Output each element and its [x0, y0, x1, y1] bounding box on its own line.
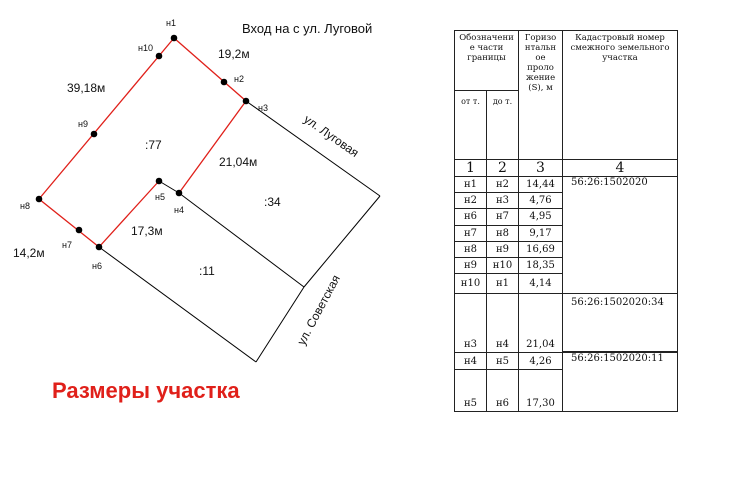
parcel-boundary [39, 38, 246, 247]
cell-length: 9,17 [519, 225, 563, 241]
point-label-n1: н1 [166, 18, 176, 28]
cell-from: н9 [455, 257, 487, 273]
header-from: от т. [455, 91, 487, 160]
col-number-1: 1 [455, 160, 487, 177]
header-cadastral: Кадастровый номер смежного земельного участка [563, 31, 678, 160]
cell-from: н4 [455, 353, 487, 369]
point-label-n4: н4 [174, 205, 184, 215]
point-label-n2: н2 [234, 74, 244, 84]
cell-cadastral: 56:26:1502020 [563, 177, 678, 294]
cell-from: н6 [455, 209, 487, 225]
cell-to: н7 [487, 209, 519, 225]
cell-length: 4,26 [519, 353, 563, 369]
vertex-n6 [96, 244, 103, 251]
table-row [455, 294, 678, 352]
vertex-n7 [76, 227, 83, 234]
point-label-n3: н3 [258, 103, 268, 113]
dimension-left: 39,18м [67, 81, 106, 95]
cell-length: 17,30 [519, 369, 563, 411]
cell-length: 4,14 [519, 273, 563, 293]
cell-cadastral: 56:26:1502020:34 [563, 294, 678, 352]
cell-to: н1 [487, 273, 519, 293]
cell-from: н3 [455, 294, 487, 353]
dimension-inner: 17,3м [131, 224, 163, 238]
cell-to: н6 [487, 369, 519, 411]
vertex-n9 [91, 131, 98, 138]
boundary-n6-south [99, 247, 256, 362]
dimension-top: 19,2м [218, 47, 250, 61]
cell-cadastral: 56:26:1502020:11 [563, 353, 678, 412]
cell-to: н9 [487, 241, 519, 257]
cell-length: 4,95 [519, 209, 563, 225]
vertex-n2 [221, 79, 228, 86]
vertex-n8 [36, 196, 43, 203]
boundary-sovetskaya-south [256, 287, 304, 362]
boundary-table [454, 30, 678, 412]
header-length: Горизо нтальн ое проло жение (S), м [519, 31, 563, 160]
cell-to: н10 [487, 257, 519, 273]
dimension-bottom: 14,2м [13, 246, 45, 260]
street-label-lugovaya: ул. Луговая [301, 111, 362, 160]
cell-length: 4,76 [519, 193, 563, 209]
table-row [455, 177, 678, 193]
header-to: до т. [487, 91, 519, 160]
point-label-n8: н8 [20, 201, 30, 211]
cell-from: н8 [455, 241, 487, 257]
col-number-4: 4 [563, 160, 678, 177]
vertex-n5 [156, 178, 163, 185]
cell-to: н2 [487, 177, 519, 193]
cell-to: н3 [487, 193, 519, 209]
cell-from: н7 [455, 225, 487, 241]
header-part: Обозначени е части границы [455, 31, 519, 91]
vertex-n1 [171, 35, 178, 42]
col-number-2: 2 [487, 160, 519, 177]
cell-to: н8 [487, 225, 519, 241]
cell-length: 21,04 [519, 294, 563, 353]
parcel-label-main: :77 [145, 138, 162, 152]
page-title: Размеры участка [52, 378, 240, 403]
point-label-n7: н7 [62, 240, 72, 250]
point-label-n5: н5 [155, 192, 165, 202]
cell-to: н4 [487, 294, 519, 353]
vertex-n10 [156, 53, 163, 60]
col-number-3: 3 [519, 160, 563, 177]
cell-length: 18,35 [519, 257, 563, 273]
parcel-label-bottom: :11 [199, 264, 215, 278]
cell-from: н1 [455, 177, 487, 193]
table-row [455, 353, 678, 369]
vertex-n4 [176, 190, 183, 197]
dimension-mid: 21,04м [219, 155, 258, 169]
point-label-n10: н10 [138, 43, 153, 53]
cell-from: н10 [455, 273, 487, 293]
vertex-n3 [243, 98, 250, 105]
vertices [36, 35, 250, 251]
point-label-n9: н9 [78, 119, 88, 129]
cell-to: н5 [487, 353, 519, 369]
cell-from: н2 [455, 193, 487, 209]
street-label-sovetskaya: ул. Советская [294, 272, 343, 348]
boundary-n4-sovetskaya [179, 193, 304, 287]
cell-from: н5 [455, 369, 487, 411]
cell-length: 14,44 [519, 177, 563, 193]
point-label-n6: н6 [92, 261, 102, 271]
entry-note: Вход на с ул. Луговой [242, 21, 373, 36]
boundary-lugovaya-sovetskaya [304, 196, 380, 287]
cell-length: 16,69 [519, 241, 563, 257]
parcel-label-right: :34 [264, 195, 281, 209]
